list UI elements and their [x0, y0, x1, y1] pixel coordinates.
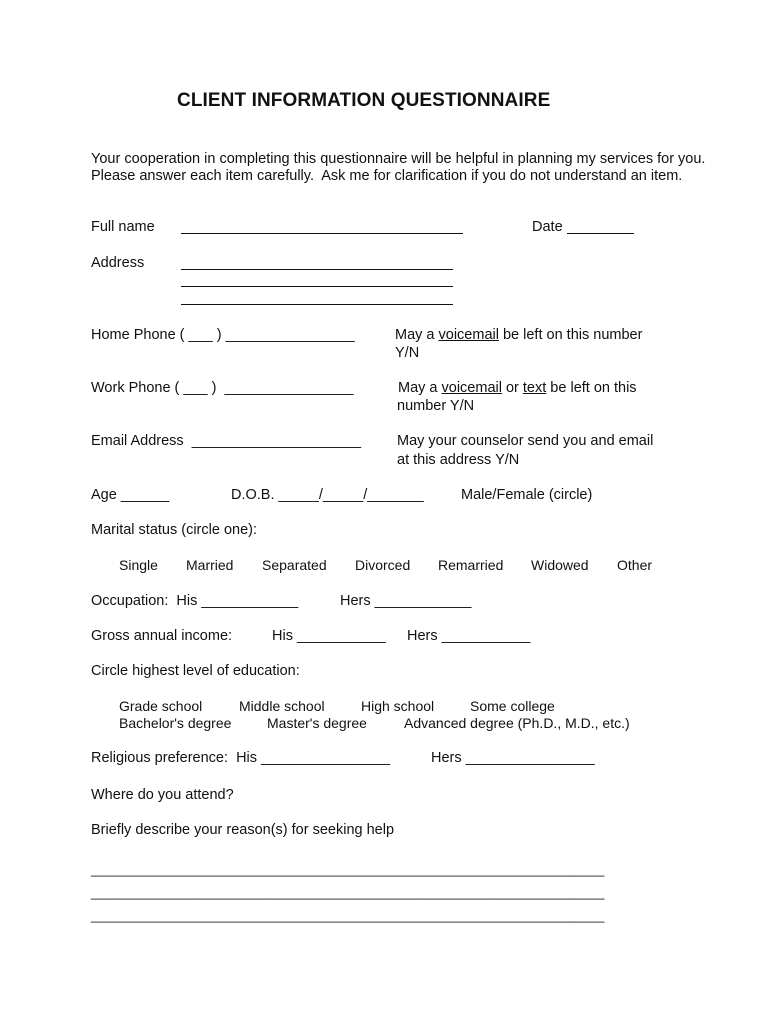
email-question-line-1: May your counselor send you and email	[397, 433, 654, 449]
reason-line-3[interactable]: _______________________________________________________________________	[91, 908, 605, 923]
voicemail-word: voicemail	[441, 380, 502, 396]
attend-label: Where do you attend?	[91, 787, 234, 803]
address-field-line-3[interactable]	[181, 304, 453, 305]
date-label: Date	[532, 219, 563, 235]
home-phone-q-pre: May a	[395, 327, 439, 343]
work-phone-q-post: be left on this	[546, 380, 637, 396]
education-label: Circle highest level of education:	[91, 663, 300, 679]
occupation-his-field[interactable]: Occupation: His ____________	[91, 593, 299, 609]
work-phone-q-mid: or	[501, 380, 523, 396]
full-name-field[interactable]	[181, 233, 463, 234]
occupation-hers-field[interactable]: Hers ____________	[340, 593, 472, 609]
work-phone-voicemail-question	[398, 379, 637, 397]
education-option-some-college[interactable]: Some college	[470, 698, 555, 714]
work-phone-yn[interactable]: number Y/N	[397, 398, 475, 414]
address-field-line-2[interactable]	[181, 286, 453, 287]
marital-option-single[interactable]: Single	[119, 557, 158, 573]
home-phone-field[interactable]: Home Phone ( ___ ) ________________	[91, 327, 355, 343]
marital-option-remarried[interactable]: Remarried	[438, 557, 504, 573]
dob-field[interactable]: D.O.B. _____/_____/_______	[231, 487, 424, 503]
reason-label: Briefly describe your reason(s) for seeking help	[91, 822, 395, 838]
education-option-grade-school[interactable]: Grade school	[119, 698, 203, 714]
work-phone-field[interactable]: Work Phone ( ___ ) ________________	[91, 380, 354, 396]
email-question-yn[interactable]: at this address Y/N	[397, 452, 520, 468]
marital-option-separated[interactable]: Separated	[262, 557, 327, 573]
education-option-middle-school[interactable]: Middle school	[239, 698, 325, 714]
marital-status-label: Marital status (circle one):	[91, 522, 257, 538]
home-phone-yn[interactable]: Y/N	[395, 345, 420, 361]
address-label: Address	[91, 255, 145, 271]
home-phone-voicemail-question	[395, 326, 642, 344]
marital-option-widowed[interactable]: Widowed	[531, 557, 589, 573]
email-address-field[interactable]: Email Address _____________________	[91, 433, 362, 449]
date-field[interactable]	[567, 233, 634, 234]
marital-option-other[interactable]: Other	[617, 557, 653, 573]
intro-line-1: Your cooperation in completing this questionnaire will be helpful in planning my services for you.	[91, 151, 706, 167]
voicemail-word: voicemail	[438, 327, 499, 343]
work-phone-q-pre: May a	[398, 380, 442, 396]
page-title: CLIENT INFORMATION QUESTIONNAIRE	[177, 90, 551, 111]
education-option-bachelors[interactable]: Bachelor's degree	[119, 715, 232, 731]
age-field[interactable]: Age ______	[91, 487, 170, 503]
religion-his-field[interactable]: Religious preference: His ________________	[91, 750, 391, 766]
income-hers-field[interactable]: Hers ___________	[407, 628, 531, 644]
intro-line-2: Please answer each item carefully. Ask me for clarification if you do not understand an item.	[91, 168, 683, 184]
income-label: Gross annual income:	[91, 628, 233, 644]
marital-option-divorced[interactable]: Divorced	[355, 557, 411, 573]
gender-field[interactable]: Male/Female (circle)	[461, 487, 593, 503]
text-word: text	[522, 380, 547, 396]
reason-line-1[interactable]: _______________________________________________________________________	[91, 862, 605, 877]
full-name-label: Full name	[91, 219, 155, 235]
marital-option-married[interactable]: Married	[186, 557, 234, 573]
address-field-line-1[interactable]	[181, 269, 453, 270]
education-option-advanced[interactable]: Advanced degree (Ph.D., M.D., etc.)	[404, 715, 630, 731]
religion-hers-field[interactable]: Hers ________________	[431, 750, 595, 766]
reason-line-2[interactable]: _______________________________________________________________________	[91, 885, 605, 900]
home-phone-q-post: be left on this number	[498, 327, 643, 343]
income-his-field[interactable]: His ___________	[272, 628, 386, 644]
education-option-high-school[interactable]: High school	[361, 698, 435, 714]
education-option-masters[interactable]: Master's degree	[267, 715, 367, 731]
